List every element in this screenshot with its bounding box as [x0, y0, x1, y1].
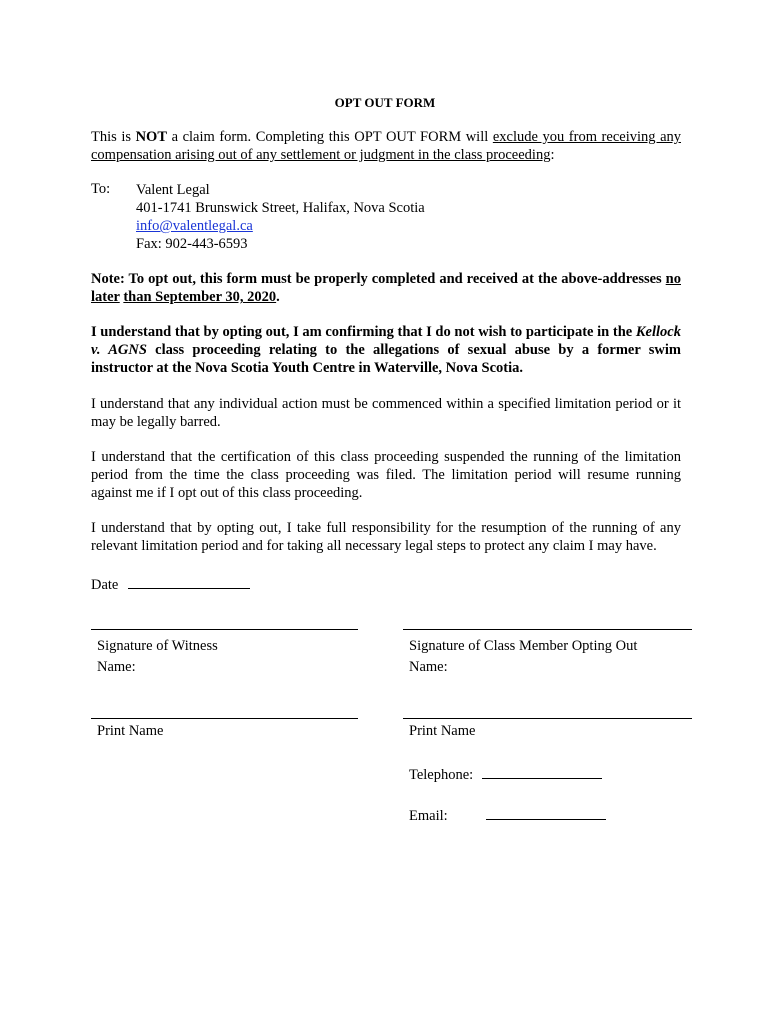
email-input-line[interactable]	[486, 805, 606, 820]
intro-exclusion: exclude you from receiving any compensation arising out of any settlement or judgment in the class proceeding	[91, 129, 681, 163]
confirmation-text-2: class proceeding relating to the allegations of sexual abuse by a former swim instructor at the Nova Scotia Youth Centre in Waterville, Nova Scotia.	[91, 342, 682, 376]
to-label: To:	[91, 181, 111, 197]
witness-print-label: Print Name	[97, 723, 164, 739]
date-field	[91, 574, 250, 594]
recipient-email-link[interactable]: info@valentlegal.ca	[136, 218, 253, 234]
intro-text-2: a claim form. Completing this OPT OUT FORM will	[167, 129, 493, 145]
email-field	[409, 805, 606, 825]
member-signature-block	[409, 636, 637, 678]
telephone-input-line[interactable]	[482, 764, 602, 779]
intro-text-1: This is	[91, 129, 136, 145]
note-text: Note: To opt out, this form must be properly completed and received at the above-addresses	[91, 271, 666, 287]
witness-print-line[interactable]	[91, 718, 358, 719]
member-signature-label: Signature of Class Member Opting Out	[409, 638, 638, 654]
telephone-label: Telephone:	[409, 767, 474, 783]
case-name: Kellock v. AGNS	[91, 324, 681, 358]
witness-signature-block	[97, 636, 218, 678]
member-signature-line[interactable]	[403, 629, 692, 630]
member-print-label: Print Name	[409, 723, 476, 739]
date-input-line[interactable]	[128, 574, 250, 589]
form-title: OPT OUT FORM	[334, 95, 436, 110]
confirmation-paragraph	[91, 323, 681, 377]
intro-text-3: :	[550, 147, 555, 163]
witness-signature-label: Signature of Witness	[97, 638, 218, 654]
deadline-note: Note: To opt out, this form must be properly completed and received at the above-addresses no later than September 30, 2020.	[91, 271, 681, 305]
limitation-paragraph: I understand that any individual action must be commenced within a specified limitation period or it may be legally barred.	[91, 396, 681, 430]
recipient-street: 401-1741 Brunswick Street, Halifax, Nova Scotia	[136, 200, 425, 216]
witness-signature-line[interactable]	[91, 629, 358, 630]
certification-paragraph: I understand that the certification of this class proceeding suspended the running of the limitation period from the time the class proceeding was filed. The limitation period will resume running against me if I opt out of this class proceeding.	[91, 449, 681, 501]
note-no-later: no later	[91, 271, 681, 305]
member-print-line[interactable]	[403, 718, 692, 719]
responsibility-paragraph: I understand that by opting out, I take full responsibility for the resumption of the running of any relevant limitation period and for taking all necessary legal steps to protect any claim I may have.	[91, 520, 681, 554]
intro-not: NOT	[135, 129, 167, 145]
witness-name-label: Name:	[97, 659, 136, 675]
recipient-name: Valent Legal	[136, 182, 210, 198]
email-label: Email:	[409, 808, 448, 824]
date-label: Date	[91, 577, 119, 593]
recipient-fax: Fax: 902-443-6593	[136, 236, 248, 252]
intro-paragraph	[91, 128, 681, 164]
member-name-label: Name:	[409, 659, 448, 675]
confirmation-text-1: I understand that by opting out, I am confirming that I do not wish to participate in the	[91, 324, 636, 340]
telephone-field	[409, 764, 602, 784]
recipient-address	[136, 181, 425, 253]
note-deadline: than September 30, 2020	[123, 289, 277, 305]
